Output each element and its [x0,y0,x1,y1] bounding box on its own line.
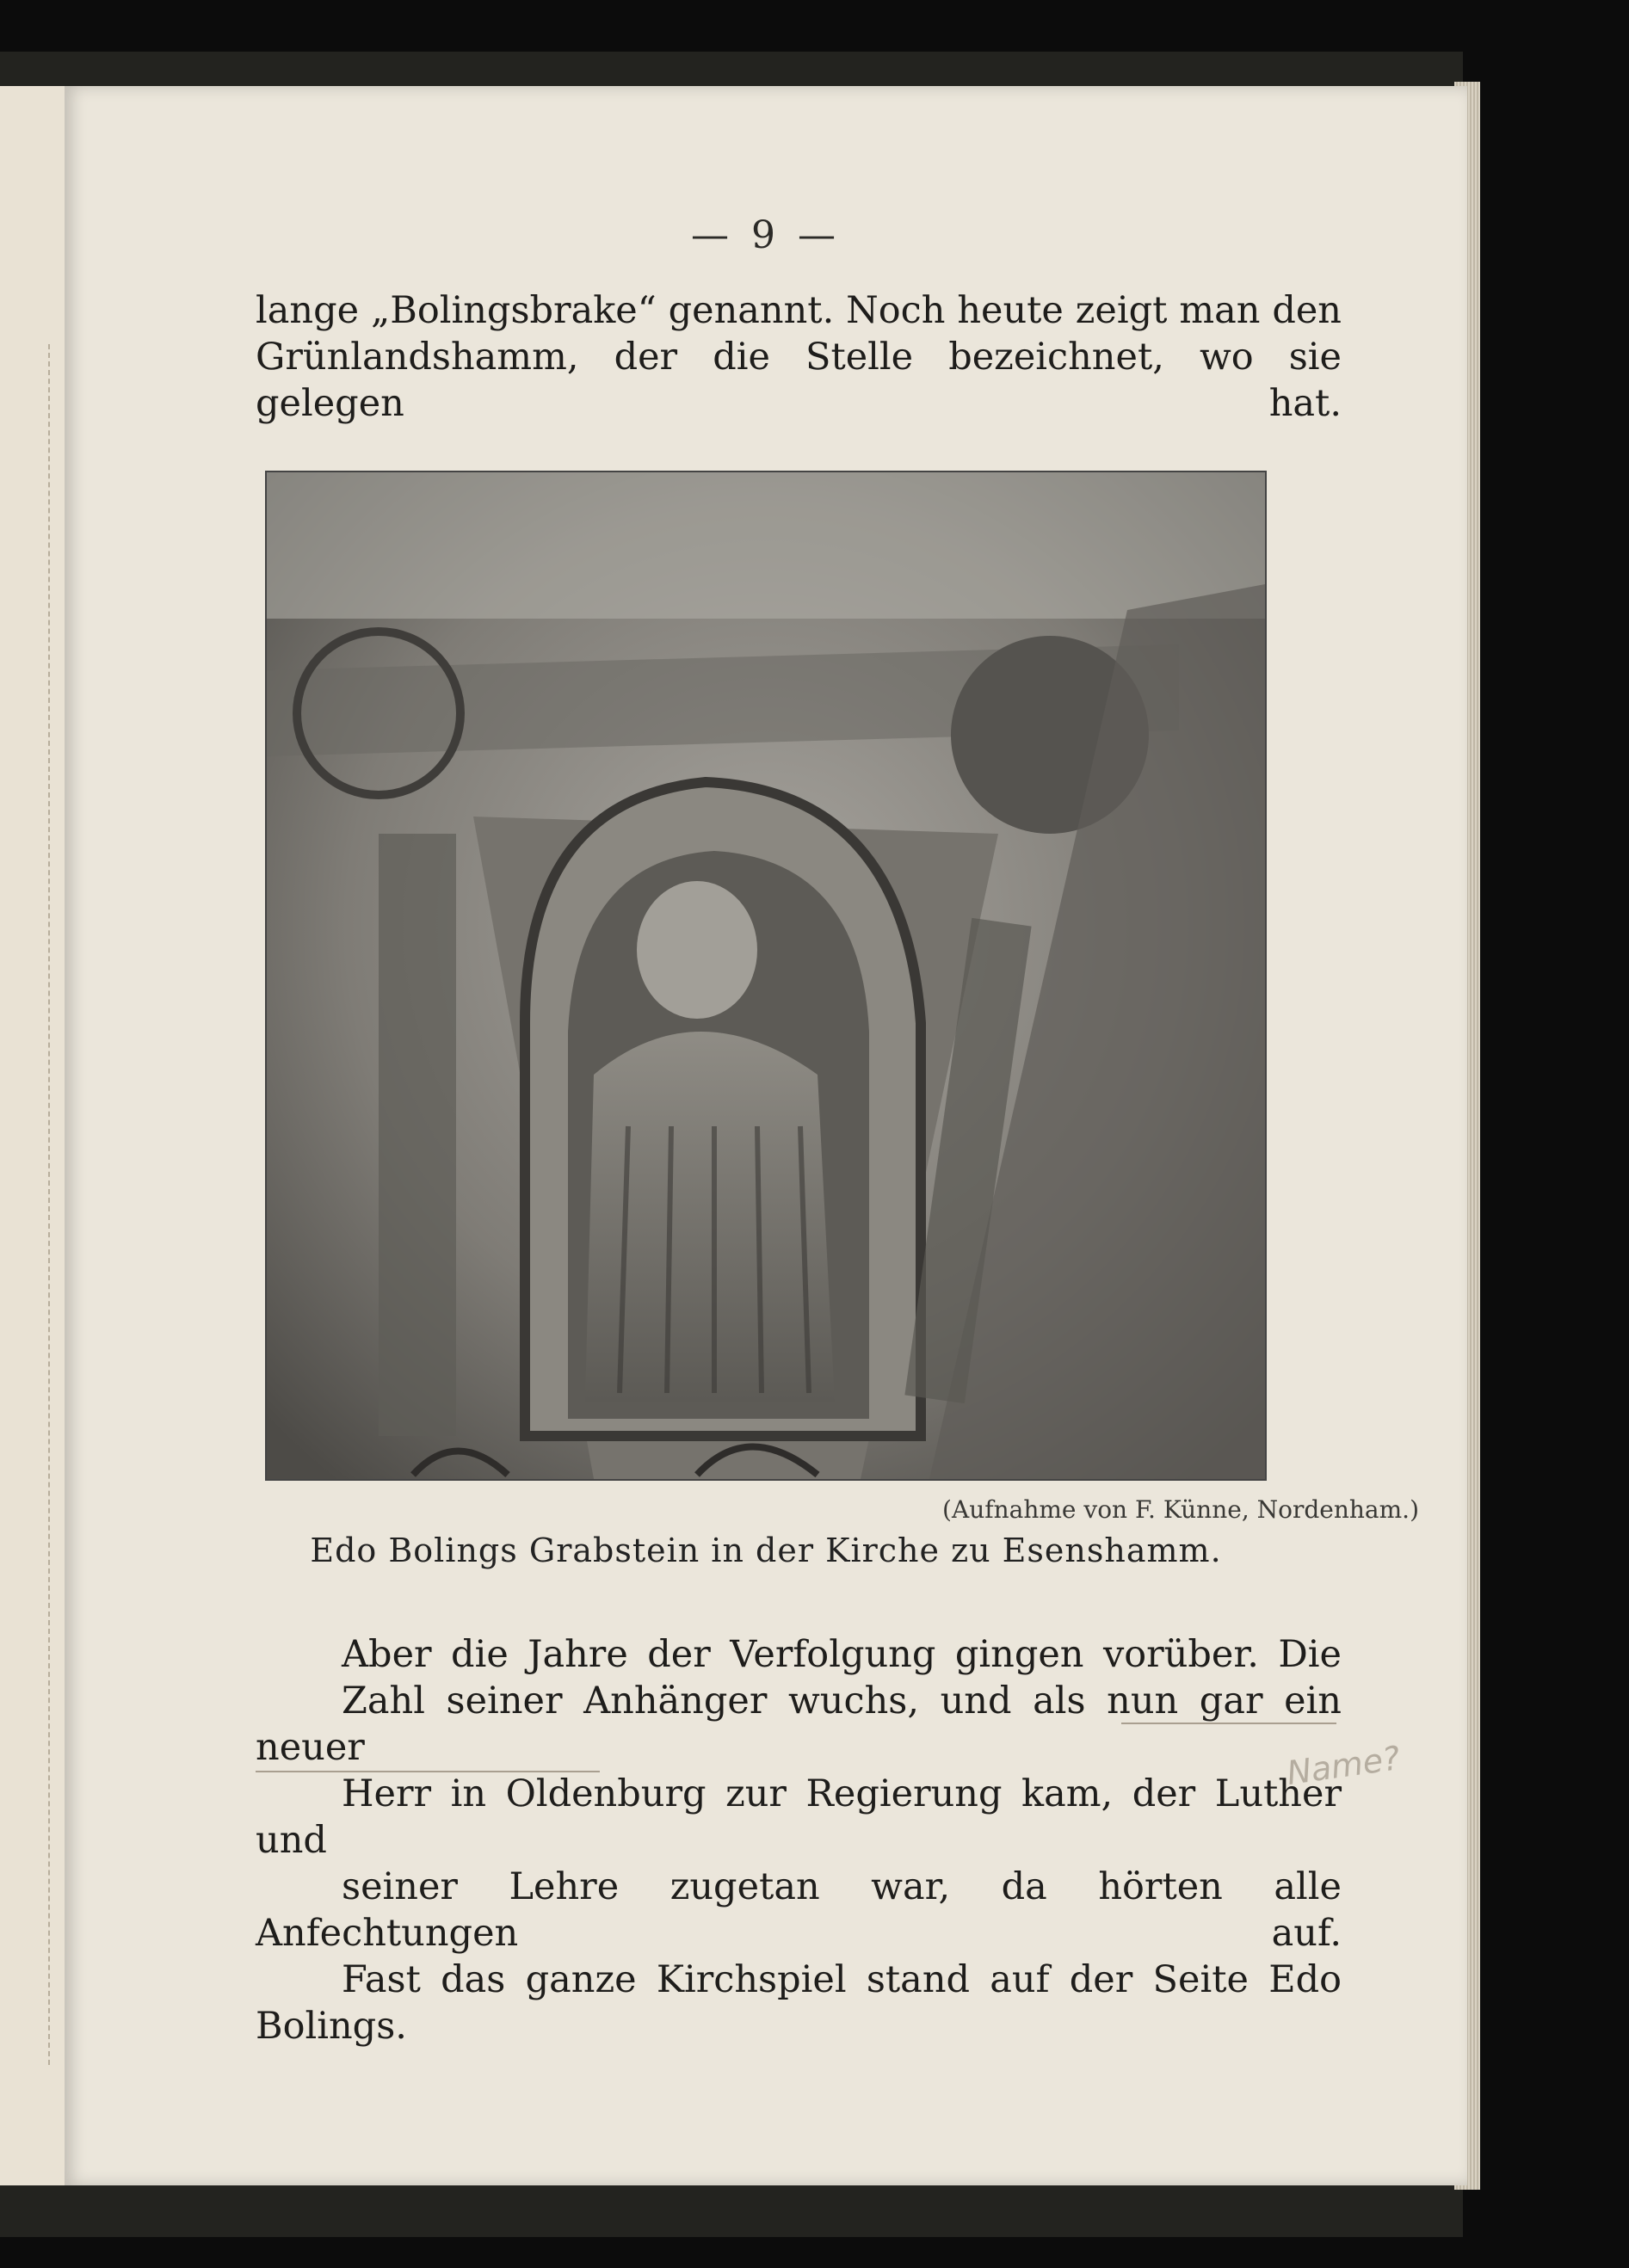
paragraph-line: Herr in Oldenburg zur Regierung kam, der Luther und [256,1772,1342,1862]
paragraph-line: Fast das ganze Kirchspiel stand auf der Seite Edo Bolings. [256,1958,1342,2048]
book-page [65,86,1467,2185]
photo-credit: (Aufnahme von F. Künne, Nordenham.) [942,1495,1419,1524]
paragraph-2 [256,1631,1342,2049]
figure-caption: Edo Bolings Grabstein in der Kirche zu Esenshamm. [310,1532,1222,1569]
paragraph-line: Zahl seiner Anhänger wuchs, und als nun gar ein neuer [256,1679,1342,1769]
left-page-edge [0,86,65,2185]
paragraph-1 [256,287,1342,427]
tombstone-photo [265,471,1267,1481]
binding-thread [48,344,65,2065]
page-number: — 9 — [691,213,841,257]
paragraph-line: seiner Lehre zugetan war, da hörten alle Anfechtungen auf. [256,1865,1342,1955]
pencil-underline [256,1771,600,1772]
handwritten-margin-note: Name? [1284,1739,1403,1792]
pencil-underline [1121,1723,1336,1724]
paragraph-line: lange „Bolingsbrake“ genannt. Noch heute zeigt man den [256,289,1342,332]
paragraph-line: Aber die Jahre der Verfolgung gingen vorüber. Die [342,1633,1342,1676]
paragraph-line: Grünlandshamm, der die Stelle bezeichnet, wo sie gelegen hat. [256,336,1342,425]
